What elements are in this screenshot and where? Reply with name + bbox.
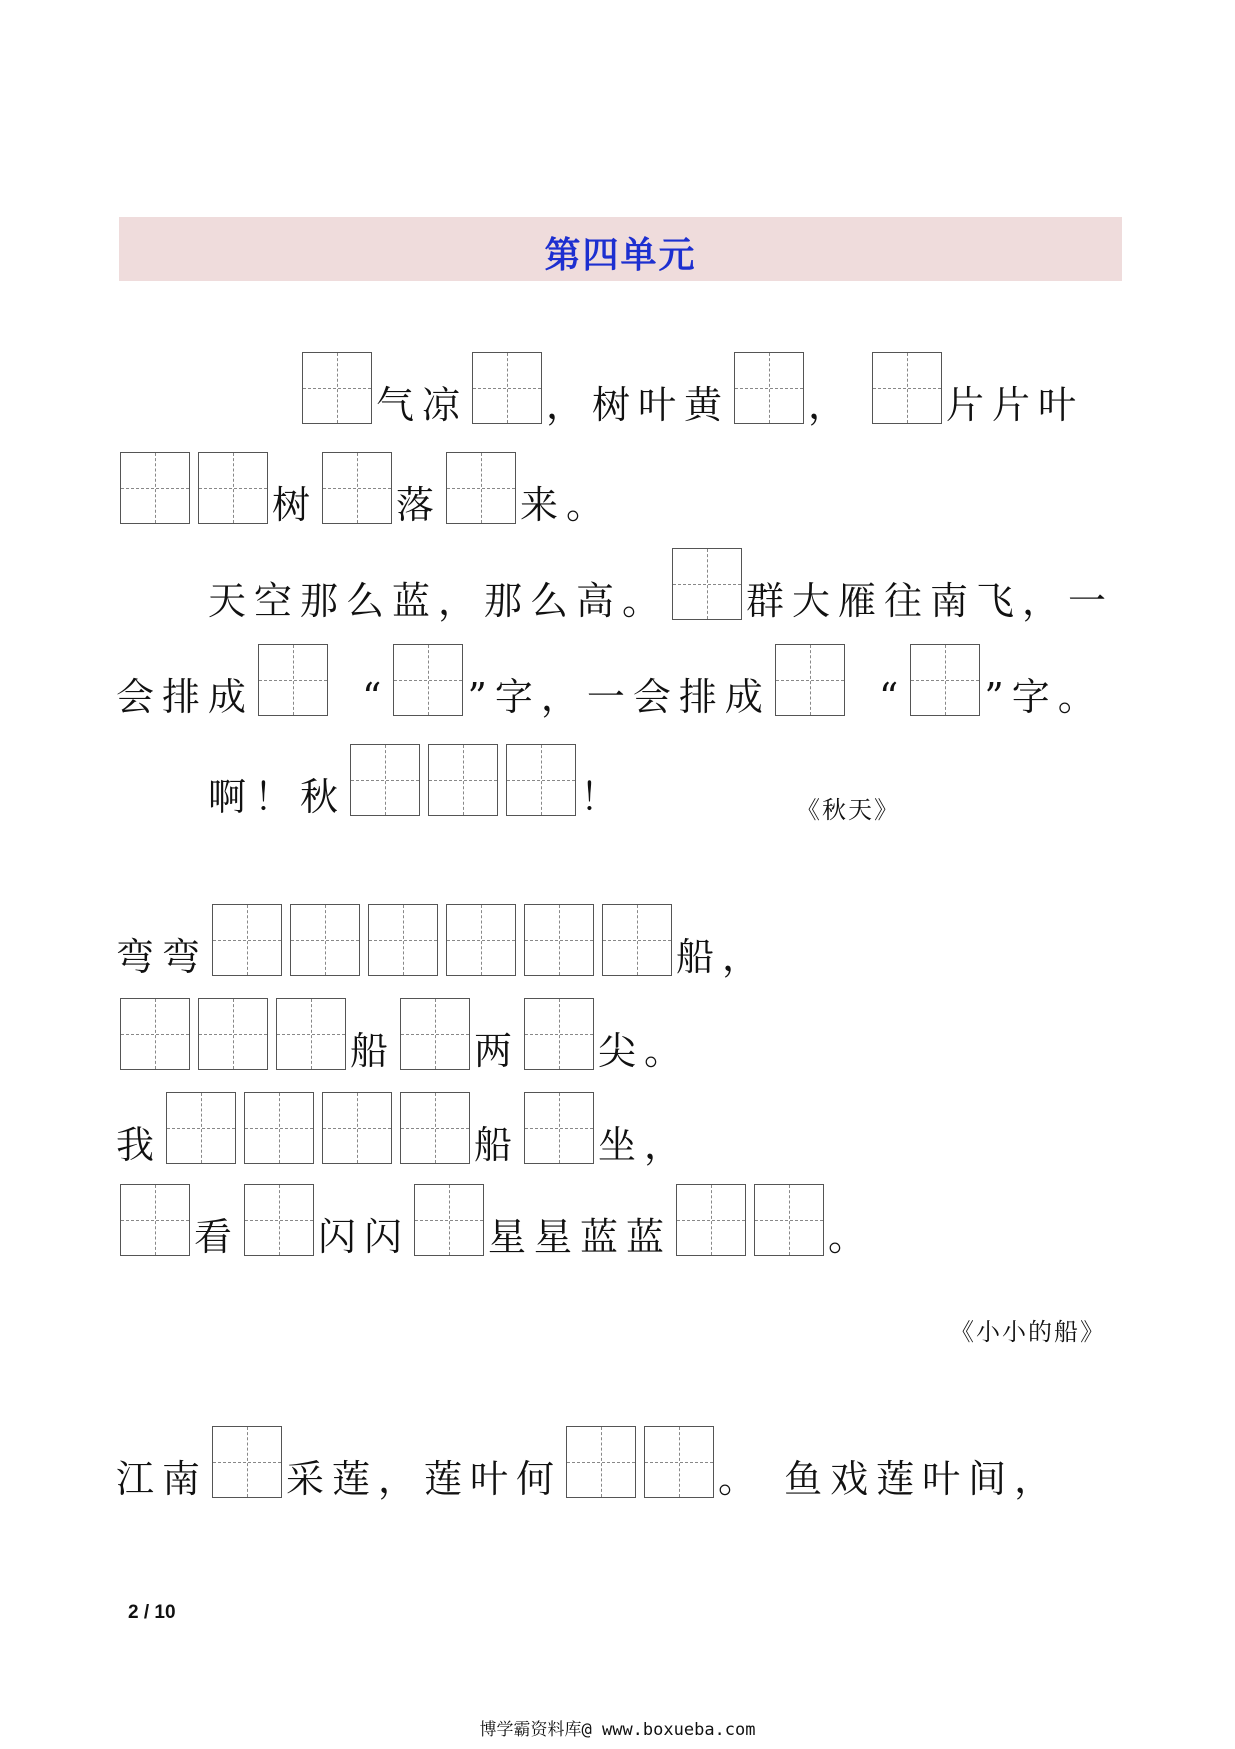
writing-box[interactable] bbox=[414, 1184, 484, 1256]
writing-box[interactable] bbox=[276, 998, 346, 1070]
text: 星星蓝蓝 bbox=[488, 1215, 673, 1259]
text: 树 bbox=[272, 483, 319, 527]
footer-watermark: 博学霸资料库@ www.boxueba.com bbox=[479, 1720, 756, 1740]
text: 我 bbox=[116, 1123, 163, 1167]
writing-box[interactable] bbox=[400, 1092, 470, 1164]
writing-box[interactable] bbox=[244, 1184, 314, 1256]
p2-line-2 bbox=[116, 986, 690, 1076]
writing-box[interactable] bbox=[393, 644, 463, 716]
p1-line-5 bbox=[208, 732, 626, 822]
writing-box[interactable] bbox=[644, 1426, 714, 1498]
writing-box[interactable] bbox=[198, 998, 268, 1070]
text: 弯弯 bbox=[116, 935, 209, 979]
text: 闪闪 bbox=[318, 1215, 411, 1259]
writing-box[interactable] bbox=[212, 1426, 282, 1498]
text: ，树叶黄 bbox=[546, 383, 731, 427]
writing-box[interactable] bbox=[524, 998, 594, 1070]
text: 船， bbox=[676, 935, 769, 979]
unit-title-banner bbox=[119, 217, 1122, 281]
writing-box[interactable] bbox=[350, 744, 420, 816]
writing-box[interactable] bbox=[400, 998, 470, 1070]
text: 船 bbox=[350, 1029, 397, 1073]
writing-box[interactable] bbox=[566, 1426, 636, 1498]
writing-box[interactable] bbox=[428, 744, 498, 816]
text: 来。 bbox=[520, 483, 613, 527]
text: 。 鱼戏莲叶间， bbox=[718, 1457, 1061, 1501]
writing-box[interactable] bbox=[120, 452, 190, 524]
text: 船 bbox=[474, 1123, 521, 1167]
writing-box[interactable] bbox=[775, 644, 845, 716]
text: 气凉 bbox=[376, 383, 469, 427]
writing-box[interactable] bbox=[198, 452, 268, 524]
writing-box[interactable] bbox=[472, 352, 542, 424]
text: 天空那么蓝，那么高。 bbox=[208, 579, 669, 623]
writing-box[interactable] bbox=[244, 1092, 314, 1164]
writing-box[interactable] bbox=[602, 904, 672, 976]
text: ”字。 bbox=[984, 675, 1104, 719]
text: “ bbox=[878, 675, 907, 719]
writing-box[interactable] bbox=[754, 1184, 824, 1256]
p1-line-2 bbox=[116, 440, 612, 530]
text: 啊！秋 bbox=[208, 775, 347, 819]
text: 采莲，莲叶何 bbox=[286, 1457, 563, 1501]
writing-box[interactable] bbox=[120, 1184, 190, 1256]
writing-box[interactable] bbox=[302, 352, 372, 424]
p2-line-3 bbox=[116, 1080, 690, 1170]
text: ”字，一会排成 bbox=[467, 675, 771, 719]
unit-title: 第四单元 bbox=[544, 234, 697, 276]
p3-line-1 bbox=[116, 1414, 1060, 1504]
page-number: 2 / 10 bbox=[128, 1602, 176, 1623]
text: 两 bbox=[474, 1029, 521, 1073]
text: 群大雁往南飞，一 bbox=[746, 579, 1115, 623]
text: ！ bbox=[580, 775, 627, 819]
p1-line-3 bbox=[208, 536, 1114, 626]
writing-box[interactable] bbox=[872, 352, 942, 424]
text: 江南 bbox=[116, 1457, 209, 1501]
writing-box[interactable] bbox=[910, 644, 980, 716]
text: 会排成 bbox=[116, 675, 255, 719]
p1-line-1 bbox=[298, 340, 1084, 430]
writing-box[interactable] bbox=[290, 904, 360, 976]
p2-line-4 bbox=[116, 1172, 874, 1262]
p1-line-4 bbox=[116, 632, 1104, 722]
text: 。 bbox=[828, 1215, 875, 1259]
source-autumn: 《秋天》 bbox=[796, 796, 900, 824]
text: ， bbox=[808, 383, 855, 427]
writing-box[interactable] bbox=[120, 998, 190, 1070]
p2-line-1 bbox=[116, 892, 768, 982]
writing-box[interactable] bbox=[446, 452, 516, 524]
writing-box[interactable] bbox=[672, 548, 742, 620]
text: 片片叶 bbox=[946, 383, 1085, 427]
writing-box[interactable] bbox=[368, 904, 438, 976]
source-little-boat: 《小小的船》 bbox=[950, 1318, 1106, 1346]
writing-box[interactable] bbox=[258, 644, 328, 716]
text: 坐， bbox=[598, 1123, 691, 1167]
text: 落 bbox=[396, 483, 443, 527]
text: “ bbox=[362, 675, 390, 719]
writing-box[interactable] bbox=[212, 904, 282, 976]
text: 看 bbox=[194, 1215, 241, 1259]
writing-box[interactable] bbox=[734, 352, 804, 424]
writing-box[interactable] bbox=[322, 452, 392, 524]
writing-box[interactable] bbox=[524, 1092, 594, 1164]
writing-box[interactable] bbox=[322, 1092, 392, 1164]
writing-box[interactable] bbox=[506, 744, 576, 816]
writing-box[interactable] bbox=[676, 1184, 746, 1256]
writing-box[interactable] bbox=[166, 1092, 236, 1164]
writing-box[interactable] bbox=[524, 904, 594, 976]
writing-box[interactable] bbox=[446, 904, 516, 976]
text: 尖。 bbox=[598, 1029, 691, 1073]
